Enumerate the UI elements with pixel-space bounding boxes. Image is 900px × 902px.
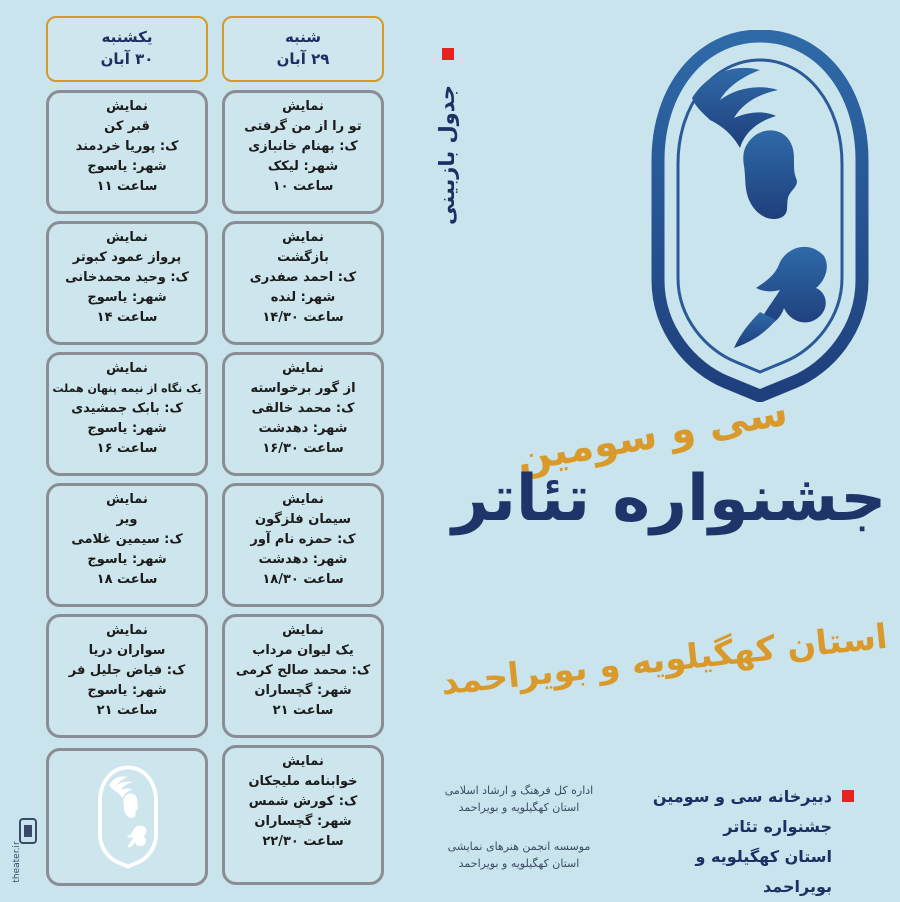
festival-emblem-small-logo [95,765,161,869]
festival-name: جشنواره تئاتر [452,462,887,536]
show-card [46,352,208,476]
festival-province: استان کهگیلویه و بویراحمد [439,616,890,704]
show-time: ساعت ۱۶/۳۰ [262,441,344,456]
day-header-sunday [46,16,208,82]
show-time: ساعت ۲۱ [272,703,334,718]
show-director: ک: فیاض جلیل فر [68,663,186,678]
show-label: نمایش [282,230,324,245]
show-time: ساعت ۱۴ [96,310,158,325]
show-card [222,90,384,214]
show-director: ک: بابک جمشیدی [71,401,183,416]
show-card [222,745,384,885]
festival-emblem-logo [640,30,880,402]
show-director: ک: سیمین غلامی [71,532,183,547]
show-title: سواران دریا [88,643,166,658]
day-header-saturday [222,16,384,82]
show-city: شهر: یاسوج [87,552,167,567]
show-director: ک: حمزه نام آور [250,532,356,547]
show-card [46,90,208,214]
day-date: ۲۹ آبان [276,50,330,68]
organizer-line: اداره کل فرهنگ و ارشاد اسلامی [444,784,594,797]
day-name: یکشنبه [101,28,153,46]
organizer-1 [412,782,626,816]
watermark-text-wrap [2,842,32,882]
show-label: نمایش [282,99,324,114]
day-name: شنبه [284,28,322,46]
show-label: نمایش [282,623,324,638]
show-director: ک: احمد صفدری [249,270,357,285]
show-label: نمایش [106,623,148,638]
show-label: نمایش [282,492,324,507]
show-card [46,221,208,345]
show-card [46,483,208,607]
show-title: خوابنامه ملیجکان [248,774,358,789]
watermark-text: theater.ir [12,841,22,883]
secretariat-marker-square [842,790,854,802]
show-card [222,221,384,345]
logo-card [46,748,208,886]
secretariat-line: دبیرخانه سی و سومین [652,787,832,806]
show-card [222,352,384,476]
show-city: شهر: یاسوج [87,683,167,698]
show-time: ساعت ۱۴/۳۰ [262,310,344,325]
show-title: از گور برخواسته [250,381,356,396]
organizer-line: موسسه انجمن هنرهای نمایشی [447,840,591,853]
show-city: شهر: گچساران [254,683,352,698]
show-title: پرواز عمود کبوتر [72,250,182,265]
schedule-title-wrap [425,60,469,250]
show-time: ساعت ۱۶ [96,441,158,456]
title-marker-square [442,48,454,60]
secretariat-line: استان کهگیلویه و بویراحمد [695,847,832,896]
show-label: نمایش [106,361,148,376]
show-director: ک: کورش شمس [248,794,358,809]
show-director: ک: پوریا خردمند [75,139,179,154]
organizer-line: استان کهگیلویه و بویراحمد [458,857,580,870]
show-time: ساعت ۲۱ [96,703,158,718]
show-label: نمایش [282,754,324,769]
show-city: شهر: یاسوج [87,421,167,436]
festival-ordinal: سی و سومین [513,388,791,482]
show-title: قبر کن [104,119,150,134]
show-time: ساعت ۱۱ [96,179,158,194]
show-director: ک: وحید محمدخانی [65,270,189,285]
show-time: ساعت ۲۲/۳۰ [262,834,344,849]
show-city: شهر: دهدشت [258,421,348,436]
show-label: نمایش [106,99,148,114]
show-title: یک نگاه از نیمه پنهان هملت [52,382,202,395]
show-city: شهر: دهدشت [258,552,348,567]
show-director: ک: بهنام خانبازی [248,139,358,154]
show-label: نمایش [282,361,324,376]
organizer-2 [412,838,626,872]
show-city: شهر: یاسوج [87,290,167,305]
secretariat-block [632,782,832,902]
show-card [222,614,384,738]
show-label: نمایش [106,230,148,245]
show-city: شهر: لیکک [267,159,339,174]
show-time: ساعت ۱۰ [272,179,334,194]
show-time: ساعت ۱۸/۳۰ [262,572,344,587]
organizer-line: استان کهگیلویه و بویراحمد [458,801,580,814]
schedule-title: جدول بازبینی [435,85,459,225]
show-title: یک لیوان مرداب [252,643,354,658]
show-label: نمایش [106,492,148,507]
show-director: ک: محمد خالقی [251,401,355,416]
show-title: ویر [116,512,138,527]
show-city: شهر: یاسوج [87,159,167,174]
day-date: ۳۰ آبان [100,50,154,68]
show-city: شهر: گچساران [254,814,352,829]
show-title: بازگشت [277,250,329,265]
show-card [46,614,208,738]
show-title: تو را از من گرفتی [244,119,362,134]
show-title: سیمان فلزگون [254,512,352,527]
secretariat-line: جشنواره تئاتر [723,817,832,836]
show-director: ک: محمد صالح کرمی [235,663,371,678]
show-city: شهر: لنده [270,290,336,305]
show-card [222,483,384,607]
show-time: ساعت ۱۸ [96,572,158,587]
